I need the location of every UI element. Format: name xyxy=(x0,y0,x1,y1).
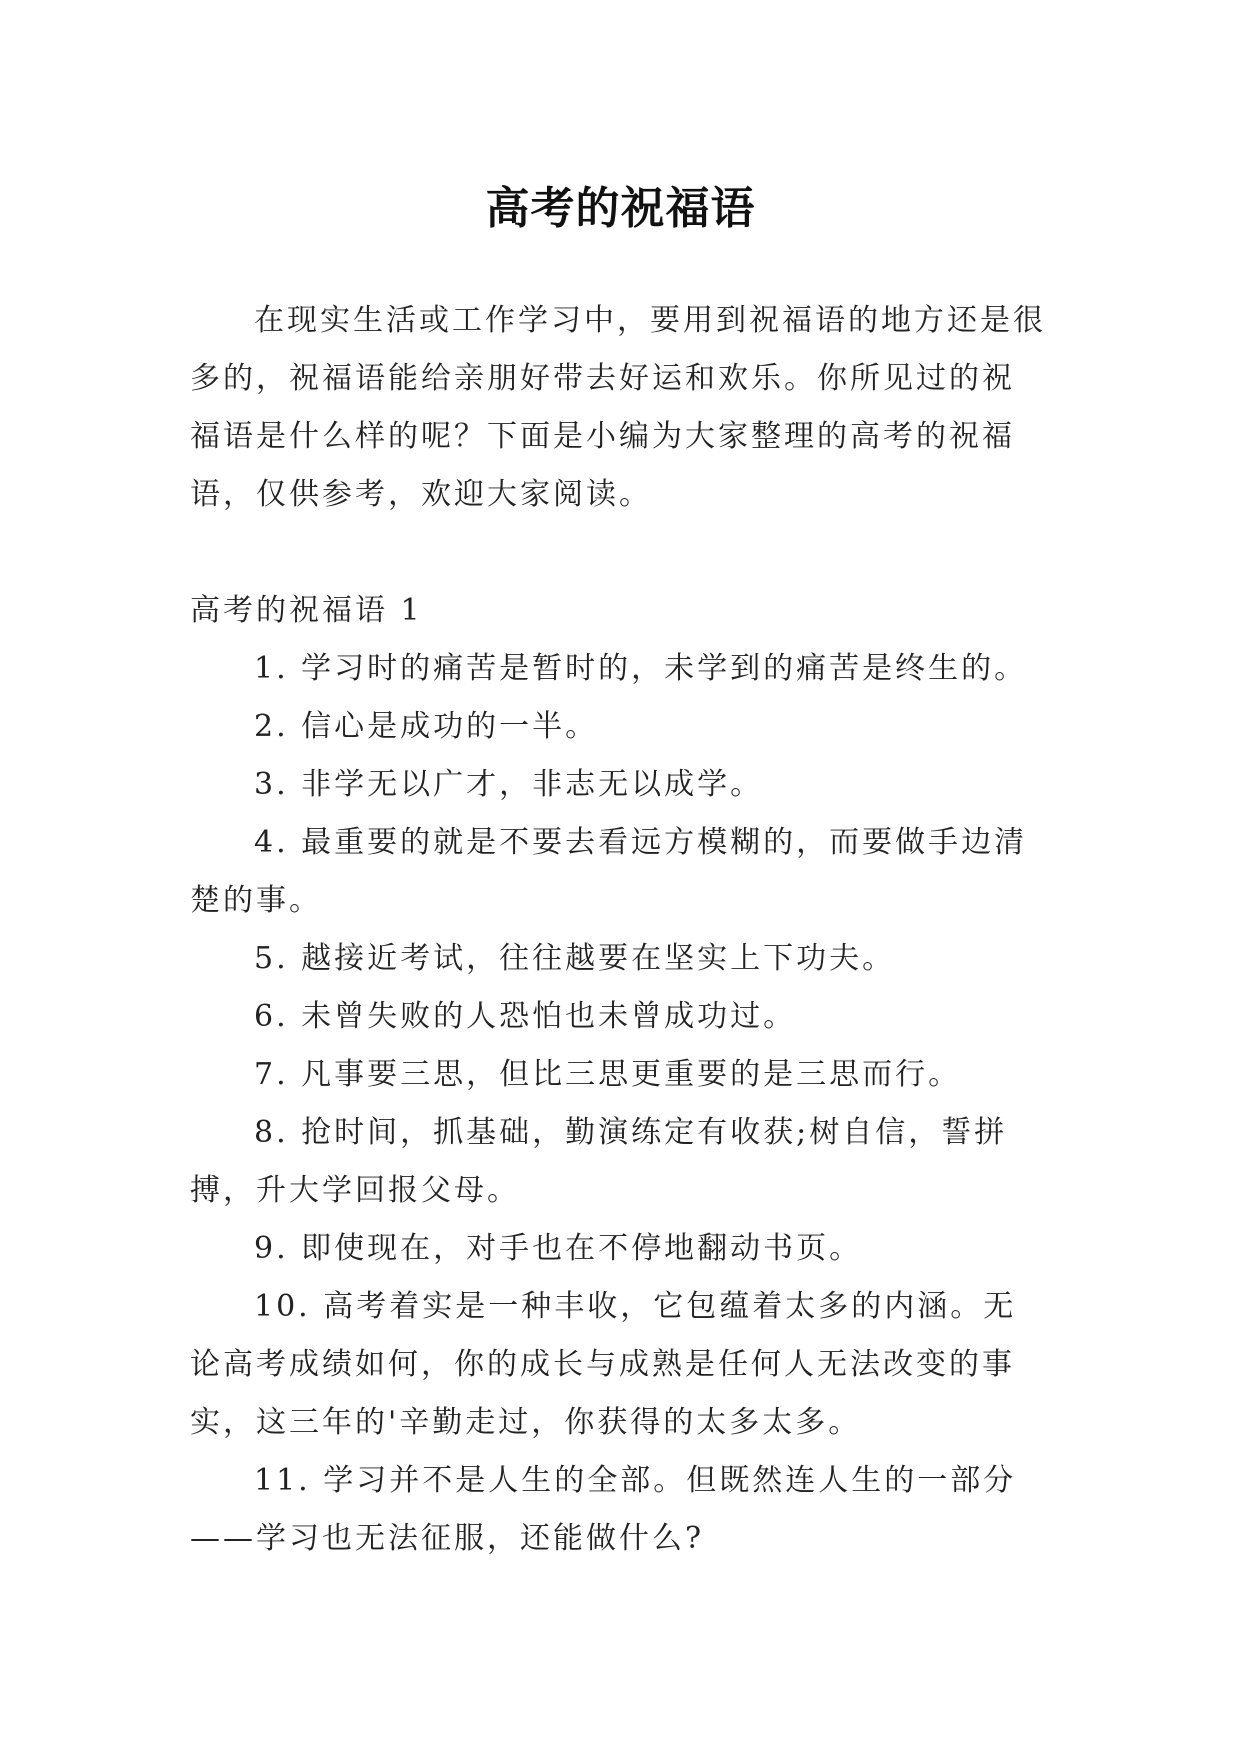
list-item: 7. 凡事要三思，但比三思更重要的是三思而行。 xyxy=(254,1057,962,1092)
list-item: 8. 抢时间，抓基础，勤演练定有收获;树自信，誓拼搏，升大学回报父母。 xyxy=(190,1115,1008,1208)
document-body xyxy=(190,292,1046,1568)
list-item: 10. 高考着实是一种丰收，它包蕴着太多的内涵。无论高考成绩如何，你的成长与成熟是任何人无法改变的事实，这三年的'辛勤走过，你获得的太多太多。 xyxy=(190,1289,1017,1440)
list-item: 1. 学习时的痛苦是暂时的，未学到的痛苦是终生的。 xyxy=(254,651,1028,686)
section-heading: 高考的祝福语 1 xyxy=(190,593,423,628)
list-item: 11. 学习并不是人生的全部。但既然连人生的一部分——学习也无法征服，还能做什么? xyxy=(190,1463,1017,1556)
list-item: 3. 非学无以广才，非志无以成学。 xyxy=(254,767,764,802)
list-item: 6. 未曾失败的人恐怕也未曾成功过。 xyxy=(254,999,797,1034)
page-title: 高考的祝福语 xyxy=(485,183,756,235)
list-item: 4. 最重要的就是不要去看远方模糊的，而要做手边清楚的事。 xyxy=(190,825,1028,918)
intro-paragraph: 在现实生活或工作学习中，要用到祝福语的地方还是很多的，祝福语能给亲朋好带去好运和欢乐。你所见过的祝福语是什么样的呢？下面是小编为大家整理的高考的祝福语，仅供参考，欢迎大家阅读。 xyxy=(190,303,1046,512)
list-item: 2. 信心是成功的一半。 xyxy=(254,709,599,744)
list-item: 5. 越接近考试，往往越要在坚实上下功夫。 xyxy=(254,941,896,976)
list-item: 9. 即使现在，对手也在不停地翻动书页。 xyxy=(254,1231,863,1266)
